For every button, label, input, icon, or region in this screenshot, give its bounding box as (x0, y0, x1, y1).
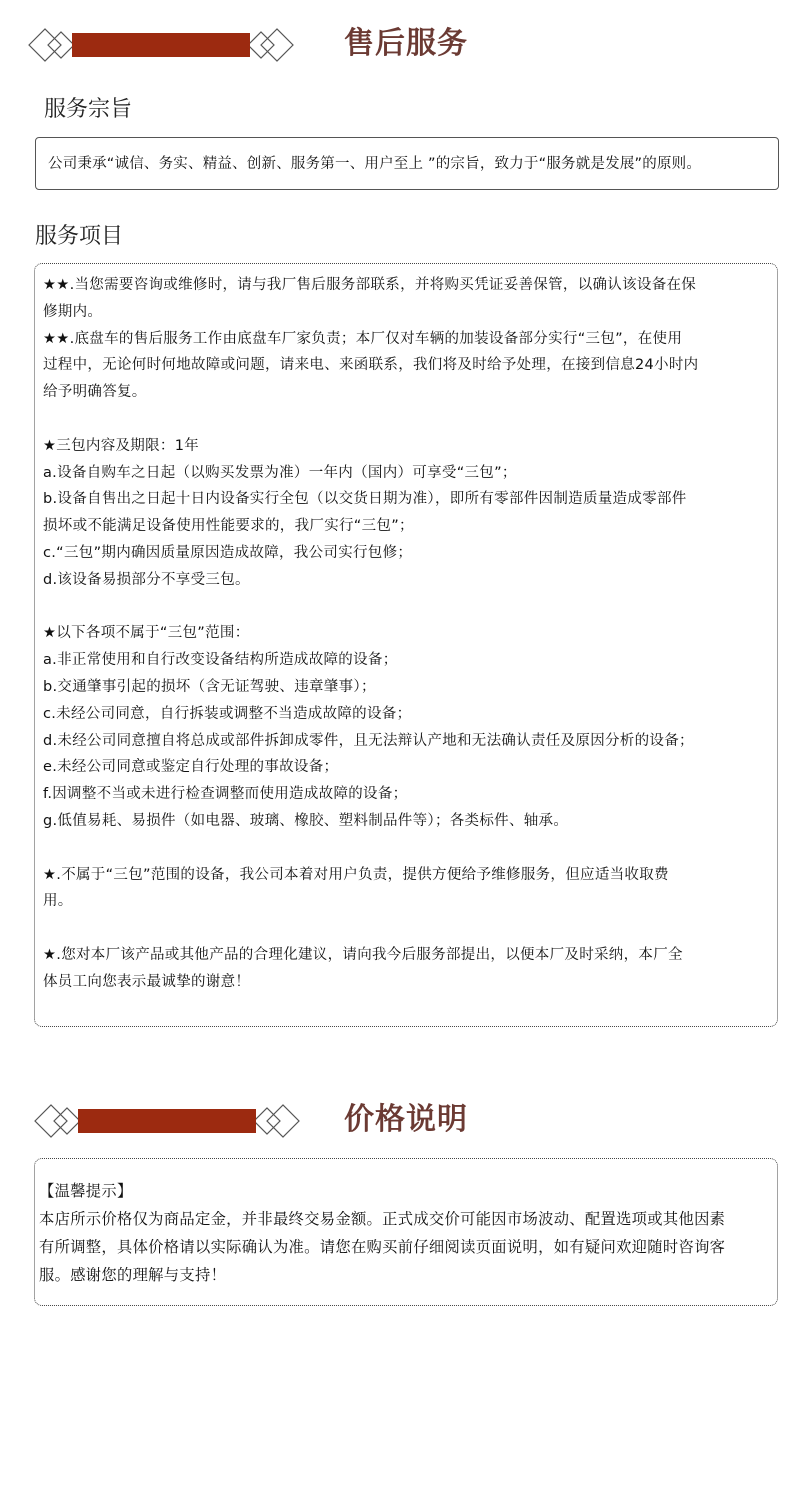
accent-bar (78, 1109, 256, 1133)
service-item-line: a.非正常使用和自行改变设备结构所造成故障的设备； (43, 652, 398, 669)
service-item-line: c.未经公司同意，自行拆装或调整不当造成故障的设备； (43, 705, 412, 722)
service-items-heading: 服务项目 (35, 224, 124, 249)
title-ornament (26, 20, 326, 70)
title-ornament (32, 1096, 332, 1146)
service-item-line (43, 406, 769, 433)
service-item-line: 给予明确答复。 (43, 384, 147, 401)
accent-bar (72, 33, 250, 57)
service-item-line: c.“三包”期内确因质量原因造成故障，我公司实行包修； (43, 544, 413, 561)
mission-heading: 服务宗旨 (44, 97, 133, 122)
service-item-line (43, 835, 769, 862)
service-item-line: 修期内。 (43, 303, 103, 320)
service-item-line: ★以下各项不属于“三包”范围： (43, 625, 250, 642)
pricing-line: 有所调整，具体价格请以实际确认为准。请您在购买前仔细阅读页面说明，如有疑问欢迎随时咨询客 (39, 1238, 726, 1256)
after-sales-header (0, 20, 790, 70)
pricing-box (34, 1158, 778, 1306)
service-item-line: f.因调整不当或未进行检查调整而使用造成故障的设备； (43, 786, 408, 803)
service-items-box (34, 263, 778, 1027)
mission-text: 公司秉承“诚信、务实、精益、创新、服务第一、用户至上 ”的宗旨，致力于“服务就是发展”的原则。 (48, 156, 702, 172)
section-title-after-sales: 售后服务 (344, 26, 468, 61)
service-item-line (43, 915, 769, 942)
service-item-line: a.设备自购车之日起（以购买发票为准）一年内（国内）可享受“三包”； (43, 464, 517, 481)
service-item-line: ★★.当您需要咨询或维修时，请与我厂售后服务部联系，并将购买凭证妥善保管，以确认该设备在保 (43, 277, 697, 293)
pricing-text (39, 1177, 775, 1289)
service-item-line: g.低值易耗、易损件（如电器、玻璃、橡胶、塑料制品件等）；各类标件、轴承。 (43, 812, 569, 829)
service-item-line: 损坏或不能满足设备使用性能要求的，我厂实行“三包”； (43, 518, 414, 535)
pricing-line: 服。感谢您的理解与支持！ (39, 1266, 227, 1284)
pricing-header (0, 1096, 790, 1146)
service-item-line: b.设备自售出之日起十日内设备实行全包（以交货日期为准），即所有零部件因制造质量造成零部件 (43, 491, 687, 508)
service-item-line: b.交通肇事引起的损坏（含无证驾驶、违章肇事）； (43, 678, 376, 695)
service-item-line: d.该设备易损部分不享受三包。 (43, 571, 250, 588)
service-item-line: ★.您对本厂该产品或其他产品的合理化建议，请向我今后服务部提出，以便本厂及时采纳，本厂全 (43, 946, 683, 963)
service-item-line: e.未经公司同意或鉴定自行处理的事故设备； (43, 759, 339, 776)
service-items-list (43, 272, 769, 996)
service-item-line: ★三包内容及期限：1年 (43, 437, 200, 454)
service-item-line: 用。 (43, 893, 73, 910)
service-item-line: d.未经公司同意擅自将总成或部件拆卸成零件，且无法辩认产地和无法确认责任及原因分析的设备； (43, 732, 694, 749)
service-item-line: 体员工向您表示最诚挚的谢意！ (43, 973, 251, 990)
service-item-line (43, 594, 769, 621)
service-item-line: ★.不属于“三包”范围的设备，我公司本着对用户负责，提供方便给予维修服务，但应适当收取费 (43, 866, 669, 883)
service-item-line: ★★.底盘车的售后服务工作由底盘车厂家负责；本厂仅对车辆的加装设备部分实行“三包”，在使用 (43, 330, 683, 347)
mission-box (35, 137, 779, 190)
pricing-line: 本店所示价格仅为商品定金，并非最终交易金额。正式成交价可能因市场波动、配置选项或其他因素 (39, 1210, 726, 1228)
pricing-line: 【温馨提示】 (39, 1182, 133, 1200)
service-item-line: 过程中，无论何时何地故障或问题，请来电、来函联系，我们将及时给予处理，在接到信息24小时内 (43, 357, 699, 374)
section-title-pricing: 价格说明 (344, 1102, 468, 1137)
